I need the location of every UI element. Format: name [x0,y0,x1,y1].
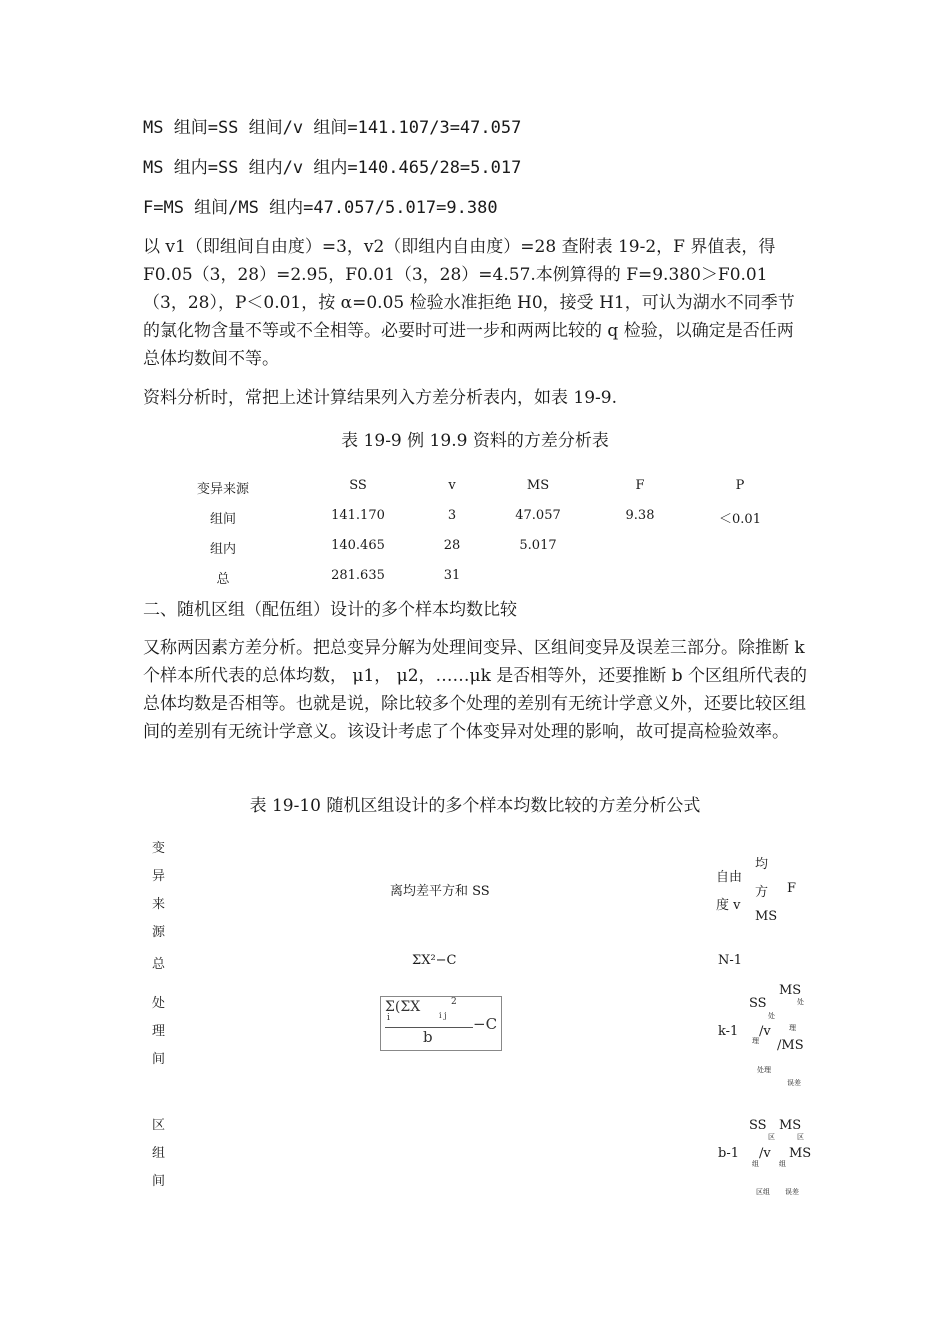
formula-subscript: i j [439,1011,447,1020]
table1-cell: 281.635 [331,568,385,583]
block-f-ms1-sub2: 组 [779,1160,786,1168]
table1-cell: 141.170 [331,508,385,523]
treat-ms-ss-sub1: 处 [768,1012,775,1020]
table2-block-label: 区组间 [152,1118,166,1189]
table2-caption: 表 19-10 随机区组设计的多个样本均数比较的方差分析公式 [249,796,701,816]
f-value-line: F=MS 组间/MS 组内=47.057/5.017=9.380 [143,198,498,218]
table1-header-p: P [735,478,745,493]
block-ms-ss-sub1: 区 [768,1133,775,1141]
treat-ms-v: /v [759,1024,771,1039]
table1-header-v: v [448,478,456,493]
table2-header-df-line1: 自由 [716,870,743,885]
f-test-paragraph: 以 v1（即组间自由度）=3，v2（即组内自由度）=28 查附表 19-2，F 界值表，得 F0.05（3，28）=2.95，F0.01（3，28）=4.57.本例算得的 F=9.380＞F0.01（3，28），P＜0.01，按 α=0.05 检验水准拒绝 H0，接受 H1，可认为湖水不同季节的氯化物含量不等或不全相等。必要时可进一步和两两比较的 q 检验，以确定是否任两总体均数间不等。 [143,237,795,369]
table1-cell: 5.017 [519,538,557,553]
formula-numerator: Σ(ΣX [385,999,421,1015]
table1-header-source: 变异来源 [196,482,249,497]
table2-header-ms-line3: MS [755,909,778,924]
two-way-anova-paragraph: 又称两因素方差分析。把总变异分解为处理间变异、区组间变异及误差三部分。除推断 k 个样本所代表的总体均数， μ1， μ2，……μk 是否相等外，还要推断 b 个区组所代表的总体均数是否相等。也就是说，除比较多个处理的差别有无统计学意义外，还要比较区组间的差别有无统计学意义。该设计考虑了个体变异对处理的影响，故可提高检验效率。 [143,638,807,742]
treatment-ss-formula-image [380,996,502,1051]
table1-cell: 28 [443,538,461,553]
formula-superscript: 2 [451,997,457,1007]
table2-header-df-line2: 度 v [716,898,741,913]
block-ms-ss-sub2: 组 [752,1160,759,1168]
table1-cell: 47.057 [515,508,561,523]
treat-ms-ss: SS [749,996,767,1011]
formula-denominator: b [423,1028,433,1046]
block-ms-ss: SS [749,1118,767,1133]
table2-total-df: N-1 [718,953,743,968]
treat-ms-v-sub: 处理 [757,1066,771,1074]
block-ms-v-sub: 区组 [756,1188,770,1196]
table2-header-f: F [787,881,797,896]
section-heading: 二、随机区组（配伍组）设计的多个样本均数比较 [143,600,517,620]
table2-total-label: 总 [152,957,166,972]
formula-outer-subscript: i [387,1013,390,1023]
table1-header-ms: MS [526,478,550,493]
table1-cell: 组内 [209,542,236,557]
ms-within-line: MS 组内=SS 组内/v 组内=140.465/28=5.017 [143,158,522,178]
treat-f-ms1-sub1: 处 [797,998,804,1006]
table2-treat-df: k-1 [718,1024,739,1039]
table1-cell: 31 [443,568,461,583]
block-f-ms1: MS [779,1118,802,1133]
table1-cell: ＜0.01 [719,512,761,527]
table2-header-source: 变异来源 [152,841,166,940]
table-intro-paragraph: 资料分析时，常把上述计算结果列入方差分析表内，如表 19-9. [143,388,617,408]
table1-cell: 9.38 [625,508,655,523]
table1-cell: 总 [216,572,230,587]
table1-caption: 表 19-9 例 19.9 资料的方差分析表 [341,431,609,451]
treat-f-ms2-sub: 误差 [787,1079,801,1087]
block-ms-v: /v [759,1146,771,1161]
treat-f-ms1-sub2: 理 [789,1024,796,1032]
table2-header-ss: 离均差平方和 SS [390,884,490,899]
table2-treat-label: 处理间 [152,996,166,1067]
block-f-ms1-sub1: 区 [797,1133,804,1141]
block-f-ms2: MS [789,1146,812,1161]
treat-f-ms1: MS [779,983,802,998]
table2-block-df: b-1 [718,1146,739,1161]
block-f-ms2-sub: 误差 [785,1188,799,1196]
treat-f-ms2: /MS [777,1038,804,1053]
table2-header-ms-line2: 方 [755,885,769,900]
table2-header-ms-line1: 均 [755,857,769,872]
table1-cell: 3 [447,508,457,523]
formula-minus-c: −C [473,1015,498,1033]
table1-cell: 140.465 [331,538,385,553]
ms-between-line: MS 组间=SS 组间/v 组间=141.107/3=47.057 [143,118,522,138]
treat-ms-ss-sub2: 理 [752,1037,759,1045]
table1-cell: 组间 [209,512,236,527]
table1-header-ss: SS [349,478,367,493]
table1-header-f: F [635,478,645,493]
table2-total-ss: ΣX²−C [412,953,457,968]
